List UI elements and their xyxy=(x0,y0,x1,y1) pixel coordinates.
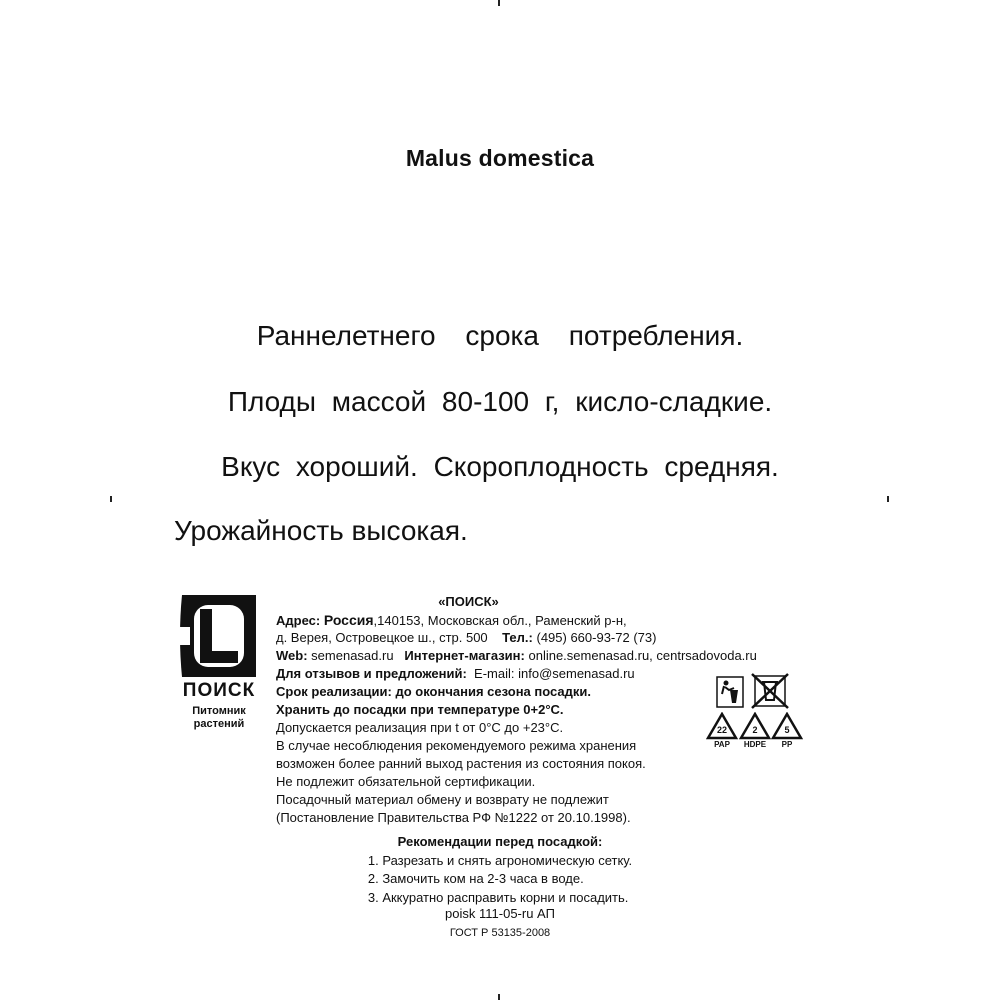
warning-line-1: В случае несоблюдения рекомендуемого режима хранения xyxy=(276,738,637,753)
logo-name: ПОИСК xyxy=(182,680,256,701)
description-line-4: Урожайность высокая. xyxy=(174,515,468,546)
recycle-bin-icon xyxy=(716,676,744,713)
address-text: ,140153, Московская обл., Раменский р-н, xyxy=(373,613,627,628)
description-line-2: Плоды массой 80-100 г, кисло-сладкие. xyxy=(227,386,773,417)
recycle-label-pp: PP xyxy=(781,740,793,749)
logo-subtitle xyxy=(174,705,264,731)
recommendation-item: 1. Разрезать и снять агрономическую сетку. xyxy=(367,852,633,868)
shop-label: Интернет-магазин: xyxy=(404,648,525,663)
recycle-label-hdpe: HDPE xyxy=(743,740,767,749)
shelf-life: Срок реализации: до окончания сезона посадки. xyxy=(276,684,592,699)
feedback-label: Для отзывов и предложений: xyxy=(276,666,467,681)
company-info xyxy=(276,593,757,827)
poisk-logo-icon xyxy=(176,591,262,681)
description-line-1: Раннелетнего срока потребления. xyxy=(256,320,744,351)
web-link[interactable]: semenasad.ru xyxy=(311,648,394,663)
recycle-code-5: 5 xyxy=(784,725,790,735)
recommendations-list xyxy=(368,852,632,908)
no-litter-icon xyxy=(750,672,790,715)
logo-subtitle-line-2: растений xyxy=(193,718,245,730)
gost-standard: ГОСТ Р 53135-2008 xyxy=(449,927,551,939)
address-line-2: д. Верея, Островецкое ш., стр. 500 xyxy=(276,630,488,645)
recycle-code-2: 2 xyxy=(752,725,758,735)
shop-links[interactable]: online.semenasad.ru, centrsadovoda.ru xyxy=(528,648,757,663)
crop-mark-top xyxy=(498,0,500,6)
crop-mark-right xyxy=(887,496,889,502)
crop-mark-bottom xyxy=(498,994,500,1000)
web-label: Web: xyxy=(276,648,308,663)
email[interactable]: E-mail: info@semenasad.ru xyxy=(474,666,635,681)
return-line-1: Посадочный материал обмену и возврату не подлежит xyxy=(276,792,609,807)
planting-recommendations xyxy=(0,833,1000,907)
allowed-conditions: Допускается реализация при t от 0°С до +23°С. xyxy=(276,720,564,735)
latin-name: Malus domestica xyxy=(405,145,595,171)
phone-label: Тел.: xyxy=(502,630,533,645)
address-label: Адрес: xyxy=(276,613,321,628)
product-code: poisk 111-05-ru АП xyxy=(445,906,555,921)
recycle-code-22: 22 xyxy=(716,725,728,735)
return-line-2: (Постановление Правительства РФ №1222 от 20.10.1998). xyxy=(276,810,631,825)
warning-line-2: возможен более ранний выход растения из состояния покоя. xyxy=(276,756,646,771)
recommendation-item: 3. Аккуратно расправить корни и посадить. xyxy=(367,889,629,905)
company-name: «ПОИСК» xyxy=(438,594,499,609)
phone-number: (495) 660-93-72 (73) xyxy=(536,630,657,645)
logo-subtitle-line-1: Питомник xyxy=(192,705,246,717)
recycle-label-pap: PAP xyxy=(714,740,730,749)
recommendations-title: Рекомендации перед посадкой: xyxy=(397,834,603,849)
recommendation-item: 2. Замочить ком на 2-3 часа в воде. xyxy=(367,871,584,886)
storage-conditions: Хранить до посадки при температуре 0+2°С. xyxy=(276,702,564,717)
certification-note: Не подлежит обязательной сертификации. xyxy=(276,774,536,789)
description-line-3: Вкус хороший. Скороплодность средняя. xyxy=(221,451,779,482)
crop-mark-left xyxy=(110,496,112,502)
address-country: Россия xyxy=(323,612,374,628)
